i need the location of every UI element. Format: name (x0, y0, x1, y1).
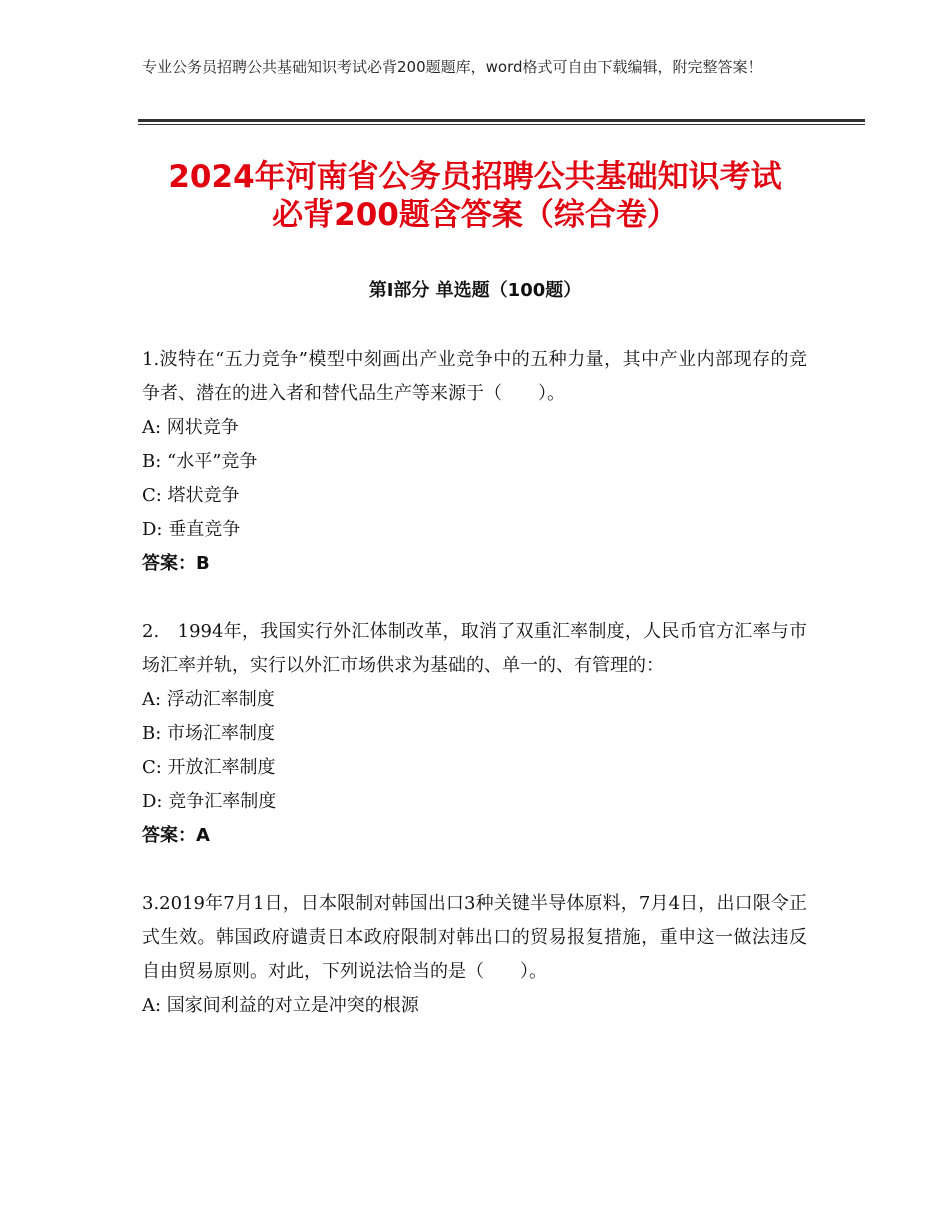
title-line-2: 必背200题含答案（综合卷） (272, 197, 678, 233)
spacer (142, 581, 807, 615)
spacer (142, 853, 807, 887)
header-note: 专业公务员招聘公共基础知识考试必背200题题库，word格式可自由下载编辑，附完整答案！ (142, 58, 763, 76)
question-2 (142, 615, 807, 853)
answer: 答案：A (142, 825, 210, 846)
question-stem: 3.2019年7月1日，日本限制对韩国出口3种关键半导体原料，7月4日，出口限令正式生效。韩国政府谴责日本政府限制对韩出口的贸易报复措施，重申这一做法违反自由贸易原则。对此，下列说法恰当的是（ ）。 (142, 893, 807, 982)
option-a: A: 网状竞争 (142, 417, 239, 438)
option-d: D: 垂直竞争 (142, 519, 241, 540)
question-3 (142, 887, 807, 1023)
question-stem: 2. 1994年，我国实行外汇体制改革，取消了双重汇率制度，人民币官方汇率与市场汇率并轨，实行以外汇市场供求为基础的、单一的、有管理的： (142, 621, 807, 676)
option-c: C: 开放汇率制度 (142, 757, 276, 778)
header-rule-thin (138, 124, 865, 125)
section-title: 第Ⅰ部分 单选题（100题） (368, 280, 582, 301)
question-list (142, 343, 807, 1023)
option-b: B: 市场汇率制度 (142, 723, 276, 744)
document-title (120, 158, 830, 234)
option-b: B: “水平”竞争 (142, 451, 258, 472)
question-1 (142, 343, 807, 581)
option-a: A: 浮动汇率制度 (142, 689, 275, 710)
question-stem: 1.波特在“五力竞争”模型中刻画出产业竞争中的五种力量，其中产业内部现存的竞争者、潜在的进入者和替代品生产等来源于（ ）。 (142, 349, 807, 404)
option-c: C: 塔状竞争 (142, 485, 240, 506)
answer: 答案：B (142, 553, 210, 574)
header-rule-thick (138, 119, 865, 122)
title-line-1: 2024年河南省公务员招聘公共基础知识考试 (168, 159, 782, 195)
option-d: D: 竞争汇率制度 (142, 791, 277, 812)
option-a: A: 国家间利益的对立是冲突的根源 (142, 995, 419, 1016)
